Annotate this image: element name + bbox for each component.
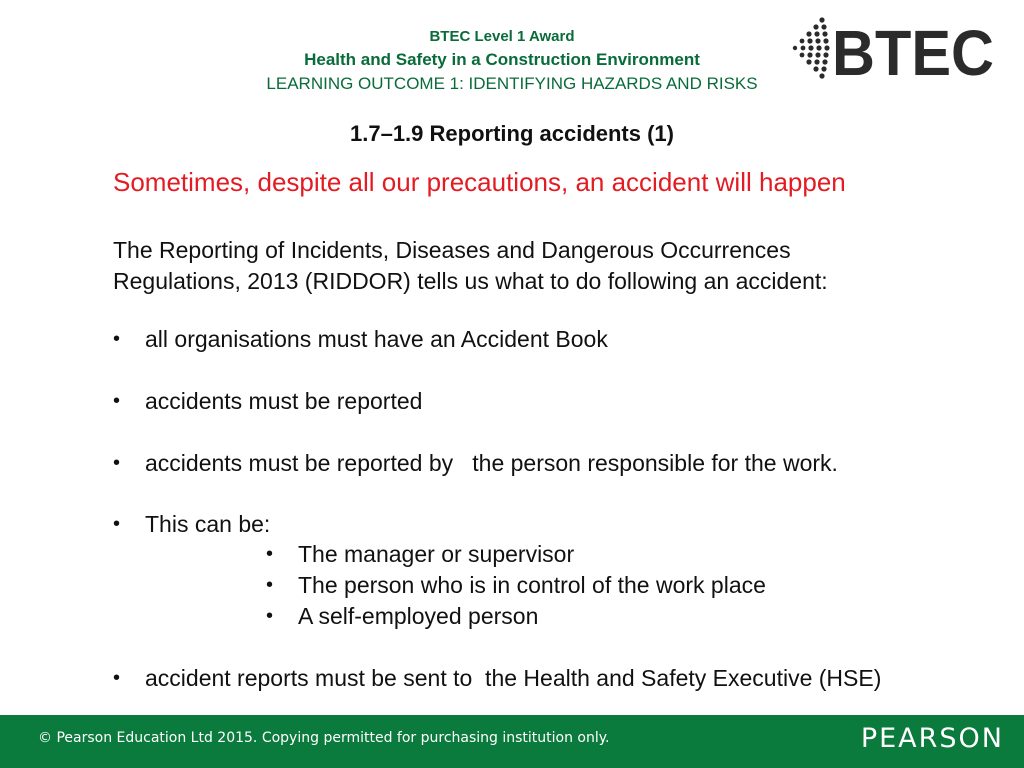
bullet-icon: • (266, 543, 274, 565)
riddor-paragraph-line-1: The Reporting of Incidents, Diseases and Dangerous Occurrences (113, 237, 791, 263)
footer-bar (0, 715, 1024, 768)
sub-list-item-text: The manager or supervisor (298, 541, 575, 567)
sub-list-item-text: The person who is in control of the work place (298, 572, 766, 598)
bullet-icon: • (113, 390, 121, 412)
header-course-level: BTEC Level 1 Award (429, 28, 575, 45)
list-item (113, 388, 422, 415)
intro-statement: Sometimes, despite all our precautions, an accident will happen (113, 167, 846, 197)
pearson-logo: PEARSON (860, 723, 1004, 754)
sub-list-item-text: A self-employed person (298, 603, 539, 629)
list-item-text: all organisations must have an Accident Book (145, 326, 608, 352)
copyright-notice: © Pearson Education Ltd 2015. Copying permitted for purchasing institution only. (38, 730, 610, 746)
list-item (113, 511, 270, 538)
list-item-text: accident reports must be sent to the Health and Safety Executive (HSE) (145, 665, 882, 691)
bullet-icon: • (113, 452, 121, 474)
bullet-icon: • (266, 574, 274, 596)
list-item-text: accidents must be reported (145, 388, 423, 414)
btec-logo (792, 16, 1002, 82)
list-item-text: accidents must be reported by the person responsible for the work. (145, 450, 838, 476)
sub-list-item (266, 572, 766, 599)
riddor-paragraph (113, 235, 828, 297)
bullet-icon: • (113, 667, 121, 689)
slide-title: 1.7–1.9 Reporting accidents (1) (350, 121, 674, 146)
bullet-icon: • (113, 328, 121, 350)
riddor-paragraph-line-2: Regulations, 2013 (RIDDOR) tells us what to do following an accident: (113, 268, 828, 294)
bullet-icon: • (266, 605, 274, 627)
bullet-icon: • (113, 513, 121, 535)
header-learning-outcome: LEARNING OUTCOME 1: IDENTIFYING HAZARDS AND RISKS (266, 74, 758, 93)
header-course-title: Health and Safety in a Construction Environment (304, 50, 700, 69)
list-item-text: This can be: (145, 511, 271, 537)
btec-dot-pattern-icon (792, 16, 1002, 82)
list-item (113, 665, 881, 692)
sub-list-item (266, 541, 574, 568)
list-item (113, 450, 838, 477)
sub-list-item (266, 603, 538, 630)
list-item (113, 326, 608, 353)
btec-logo-text: BTEC (832, 17, 994, 82)
